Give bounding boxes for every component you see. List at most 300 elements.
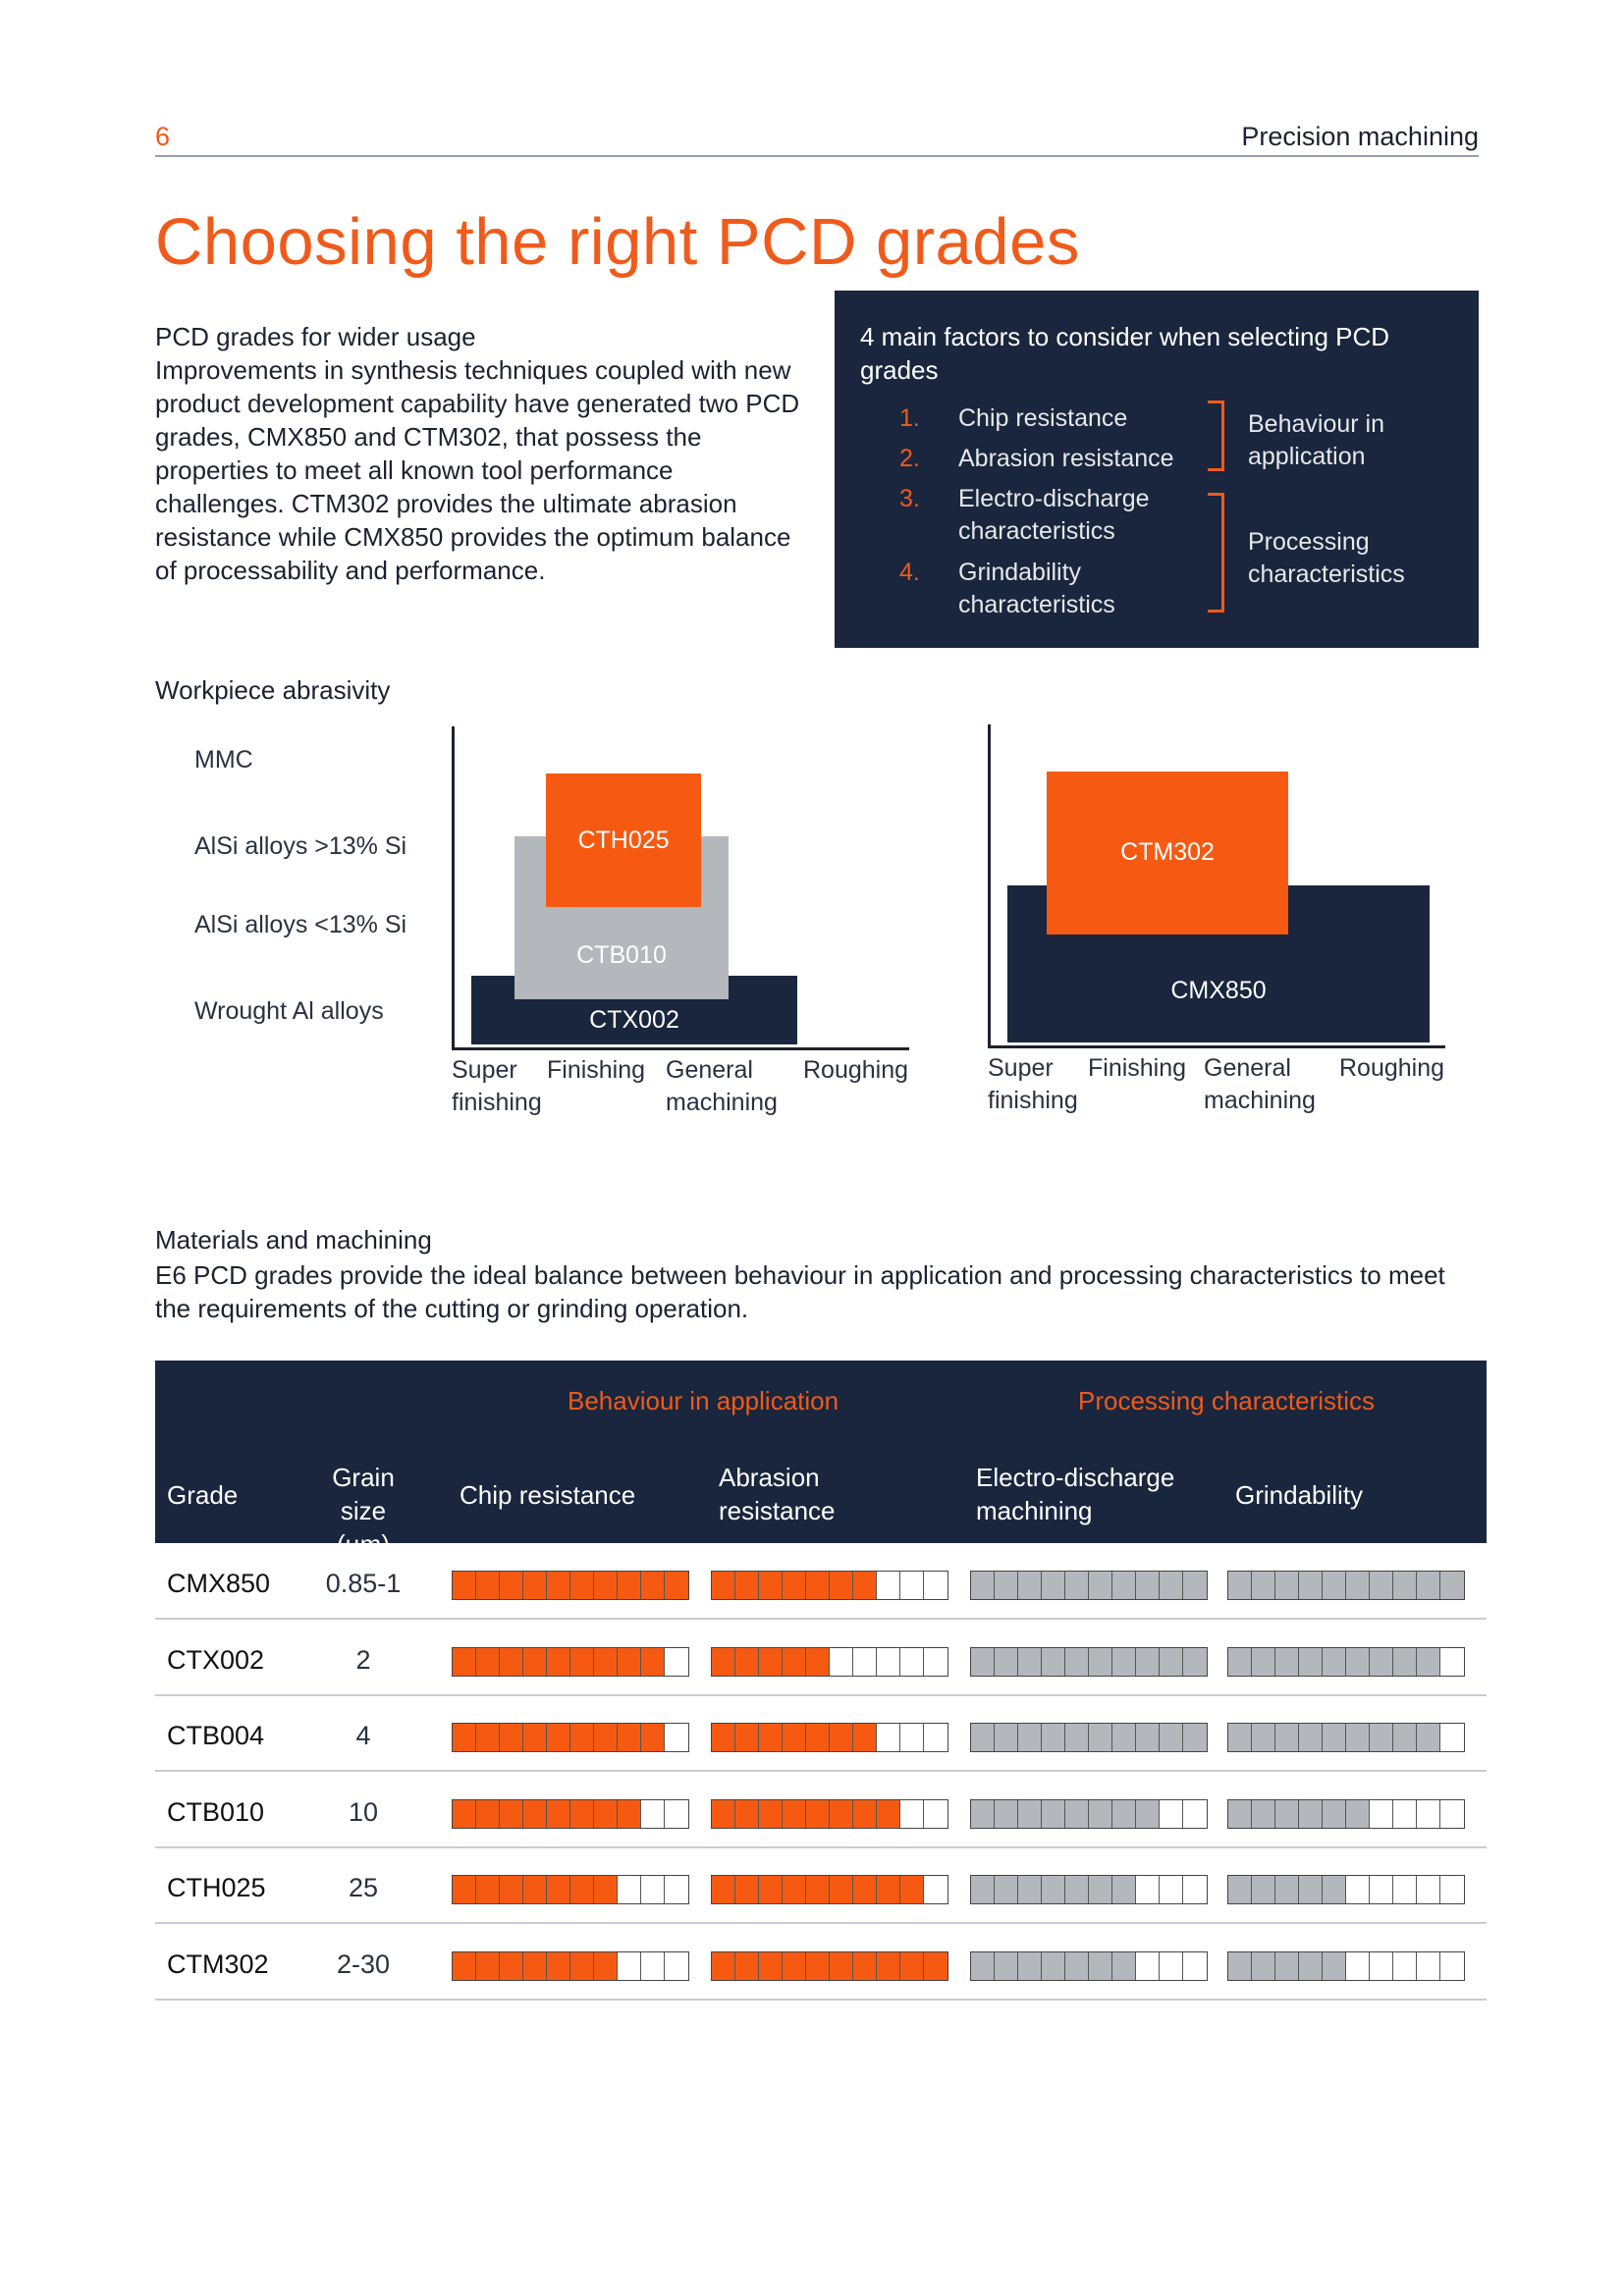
rating-cell: [500, 1724, 523, 1751]
rating-cell: [1370, 1800, 1393, 1828]
rating-cell: [1323, 1800, 1346, 1828]
rating-cell: [665, 1876, 688, 1903]
rating-cell: [1018, 1648, 1042, 1676]
rating-cell: [1228, 1648, 1252, 1676]
rating-cell: [900, 1572, 924, 1599]
rating-cell: [1370, 1876, 1393, 1903]
rating-cell: [1089, 1648, 1112, 1676]
rating-cell: [1370, 1572, 1393, 1599]
col-abrasion: Abrasion resistance: [719, 1463, 836, 1525]
materials-text: E6 PCD grades provide the ideal balance between behaviour in application and processing characteristics to meet the requirements of the cutting or grinding operation.: [155, 1260, 1445, 1323]
rating-cell: [735, 1876, 759, 1903]
rating-cell: [924, 1648, 947, 1676]
intro-heading: PCD grades for wider usage: [155, 322, 476, 351]
grain-size: 10: [348, 1796, 379, 1827]
rating-cell: [971, 1724, 995, 1751]
rating-cell: [971, 1876, 995, 1903]
rating-cell: [1323, 1724, 1346, 1751]
rating-cell: [665, 1952, 688, 1980]
right-x-axis: [988, 1045, 1445, 1048]
rating-cell: [1042, 1952, 1065, 1980]
rating-cell: [547, 1952, 570, 1980]
bracket-behaviour: [1208, 400, 1224, 471]
edm-rating: [970, 1647, 1208, 1677]
rating-cell: [1370, 1724, 1393, 1751]
rating-cell: [1299, 1648, 1323, 1676]
rating-cell: [830, 1724, 853, 1751]
left-x-label: Roughing: [803, 1056, 909, 1084]
col-grindability: Grindability: [1235, 1480, 1364, 1510]
rating-cell: [759, 1876, 783, 1903]
abrasion-rating: [711, 1723, 948, 1752]
grindability-rating: [1227, 1647, 1465, 1677]
rating-cell: [500, 1876, 523, 1903]
rating-cell: [877, 1648, 900, 1676]
left-y-axis: [452, 726, 455, 1050]
rating-cell: [806, 1648, 830, 1676]
rating-cell: [1136, 1952, 1160, 1980]
rating-cell: [759, 1572, 783, 1599]
rating-cell: [1112, 1572, 1136, 1599]
rating-cell: [1183, 1876, 1207, 1903]
abrasion-rating: [711, 1875, 948, 1904]
rating-cell: [1275, 1800, 1299, 1828]
table-header: [155, 1361, 1487, 1559]
bar-label: CTH025: [577, 826, 670, 854]
right-x-label: General machining: [1204, 1054, 1316, 1114]
rating-cell: [1160, 1724, 1183, 1751]
rating-cell: [1160, 1572, 1183, 1599]
group-processing: Processing characteristics: [1248, 528, 1405, 588]
rating-cell: [1346, 1572, 1370, 1599]
rating-cell: [618, 1572, 641, 1599]
grade-name: CTH025: [167, 1873, 266, 1902]
rating-cell: [806, 1724, 830, 1751]
rating-cell: [712, 1800, 735, 1828]
bar-ctm302: [1047, 772, 1288, 934]
rating-cell: [453, 1724, 476, 1751]
rating-cell: [1183, 1572, 1207, 1599]
rating-cell: [853, 1876, 877, 1903]
rating-cell: [1346, 1648, 1370, 1676]
header-rule: [155, 155, 1479, 157]
abrasion-rating: [711, 1647, 948, 1677]
rating-cell: [641, 1572, 665, 1599]
rating-cell: [806, 1952, 830, 1980]
rating-cell: [1299, 1724, 1323, 1751]
rating-cell: [641, 1724, 665, 1751]
grade-name: CTB010: [167, 1796, 265, 1827]
rating-cell: [618, 1648, 641, 1676]
rating-cell: [877, 1572, 900, 1599]
rating-cell: [523, 1724, 547, 1751]
rating-cell: [1417, 1724, 1440, 1751]
factors-box: [835, 291, 1479, 648]
group-header-behaviour: Behaviour in application: [568, 1386, 839, 1415]
grindability-rating: [1227, 1723, 1465, 1752]
rating-cell: [1042, 1648, 1065, 1676]
category-wrought: Wrought Al alloys: [194, 997, 384, 1025]
rating-cell: [500, 1572, 523, 1599]
rating-cell: [783, 1724, 806, 1751]
rating-cell: [735, 1572, 759, 1599]
table-row: [155, 1695, 1487, 1772]
rating-cell: [547, 1800, 570, 1828]
page-title: Choosing the right PCD grades: [155, 205, 1080, 279]
grain-size: 2-30: [336, 1949, 391, 1979]
abrasion-rating: [711, 1951, 948, 1981]
rating-cell: [830, 1952, 853, 1980]
factor-item: [899, 557, 1184, 621]
rating-cell: [1275, 1648, 1299, 1676]
rating-cell: [806, 1572, 830, 1599]
rating-cell: [1299, 1572, 1323, 1599]
rating-cell: [594, 1648, 618, 1676]
rating-cell: [1393, 1876, 1417, 1903]
rating-cell: [759, 1724, 783, 1751]
rating-cell: [924, 1572, 947, 1599]
rating-cell: [1417, 1952, 1440, 1980]
rating-cell: [523, 1876, 547, 1903]
rating-cell: [1065, 1800, 1089, 1828]
rating-cell: [1089, 1724, 1112, 1751]
rating-cell: [1042, 1724, 1065, 1751]
rating-cell: [1323, 1572, 1346, 1599]
rating-cell: [877, 1952, 900, 1980]
rating-cell: [523, 1800, 547, 1828]
rating-cell: [1183, 1952, 1207, 1980]
rating-cell: [1228, 1952, 1252, 1980]
rating-cell: [618, 1876, 641, 1903]
rating-cell: [1417, 1800, 1440, 1828]
rating-cell: [1299, 1876, 1323, 1903]
intro-block: [155, 320, 803, 587]
grain-size: 25: [348, 1873, 379, 1902]
rating-cell: [1228, 1800, 1252, 1828]
rating-cell: [1440, 1952, 1464, 1980]
rating-cell: [1323, 1876, 1346, 1903]
table-row: [155, 1620, 1487, 1696]
rating-cell: [995, 1648, 1018, 1676]
rating-cell: [1393, 1648, 1417, 1676]
rating-cell: [500, 1952, 523, 1980]
rating-cell: [924, 1724, 947, 1751]
factors-heading: 4 main factors to consider when selecting PCD grades: [860, 322, 1390, 385]
rating-cell: [1112, 1800, 1136, 1828]
rating-cell: [877, 1724, 900, 1751]
rating-cell: [853, 1724, 877, 1751]
right-x-label: Roughing: [1339, 1054, 1445, 1082]
rating-cell: [900, 1800, 924, 1828]
rating-cell: [641, 1876, 665, 1903]
bar-label: CTB010: [576, 941, 667, 969]
rating-cell: [594, 1572, 618, 1599]
rating-cell: [1065, 1876, 1089, 1903]
rating-cell: [759, 1648, 783, 1676]
right-x-label: Super finishing: [988, 1054, 1078, 1114]
rating-cell: [1089, 1800, 1112, 1828]
grindability-rating: [1227, 1571, 1465, 1600]
rating-cell: [853, 1952, 877, 1980]
factor-item: [899, 483, 1184, 548]
rating-cell: [830, 1648, 853, 1676]
rating-cell: [1042, 1800, 1065, 1828]
rating-cell: [618, 1724, 641, 1751]
rating-cell: [971, 1648, 995, 1676]
section-title: Precision machining: [1241, 122, 1479, 151]
rating-cell: [665, 1572, 688, 1599]
rating-cell: [735, 1800, 759, 1828]
rating-cell: [570, 1800, 594, 1828]
grain-size: 4: [355, 1721, 371, 1750]
abrasion-rating: [711, 1571, 948, 1600]
edm-rating: [970, 1951, 1208, 1981]
rating-cell: [900, 1724, 924, 1751]
rating-cell: [1346, 1800, 1370, 1828]
rating-cell: [1370, 1952, 1393, 1980]
rating-cell: [1252, 1876, 1275, 1903]
rating-cell: [1018, 1724, 1042, 1751]
rating-cell: [1136, 1648, 1160, 1676]
rating-cell: [1440, 1876, 1464, 1903]
grindability-rating: [1227, 1875, 1465, 1904]
rating-cell: [1346, 1952, 1370, 1980]
table-row: [155, 1924, 1487, 2001]
rating-cell: [1275, 1724, 1299, 1751]
rating-cell: [971, 1572, 995, 1599]
rating-cell: [1112, 1724, 1136, 1751]
rating-cell: [1252, 1572, 1275, 1599]
rating-cell: [712, 1952, 735, 1980]
materials-title: Materials and machining: [155, 1225, 432, 1255]
workpiece-title: Workpiece abrasivity: [155, 675, 391, 705]
rating-cell: [1065, 1724, 1089, 1751]
rating-cell: [1323, 1952, 1346, 1980]
rating-cell: [995, 1724, 1018, 1751]
rating-cell: [1065, 1572, 1089, 1599]
rating-cell: [1136, 1876, 1160, 1903]
rating-cell: [641, 1952, 665, 1980]
rating-cell: [594, 1876, 618, 1903]
rating-cell: [1299, 1800, 1323, 1828]
rating-cell: [547, 1572, 570, 1599]
rating-cell: [1393, 1572, 1417, 1599]
grade-name: CTB004: [167, 1721, 265, 1750]
col-edm: Electro-discharge machining: [976, 1463, 1175, 1525]
bar-label: CTX002: [589, 1006, 679, 1034]
rating-cell: [1440, 1724, 1464, 1751]
rating-cell: [1275, 1876, 1299, 1903]
category-mmc: MMC: [194, 746, 253, 774]
rating-cell: [783, 1952, 806, 1980]
group-behaviour: Behaviour in application: [1248, 410, 1384, 470]
rating-cell: [900, 1876, 924, 1903]
rating-cell: [1252, 1648, 1275, 1676]
table-row: [155, 1847, 1487, 1924]
rating-cell: [995, 1952, 1018, 1980]
rating-cell: [995, 1572, 1018, 1599]
bar-label: CTM302: [1120, 838, 1215, 866]
rating-cell: [1417, 1572, 1440, 1599]
rating-cell: [783, 1876, 806, 1903]
group-header-processing: Processing characteristics: [1078, 1386, 1375, 1415]
chip-rating: [452, 1799, 689, 1829]
rating-cell: [1417, 1876, 1440, 1903]
rating-cell: [476, 1800, 500, 1828]
rating-cell: [1112, 1876, 1136, 1903]
rating-cell: [1252, 1724, 1275, 1751]
rating-cell: [1346, 1724, 1370, 1751]
rating-cell: [570, 1876, 594, 1903]
rating-cell: [735, 1648, 759, 1676]
factor-number: 2.: [899, 445, 920, 472]
rating-cell: [783, 1648, 806, 1676]
rating-cell: [1183, 1724, 1207, 1751]
rating-cell: [1112, 1952, 1136, 1980]
rating-cell: [1417, 1648, 1440, 1676]
page-number: 6: [155, 122, 171, 151]
rating-cell: [665, 1648, 688, 1676]
rating-cell: [877, 1800, 900, 1828]
grade-name: CTM302: [167, 1949, 269, 1979]
rating-cell: [1346, 1876, 1370, 1903]
chip-rating: [452, 1723, 689, 1752]
grindability-rating: [1227, 1951, 1465, 1981]
grade-name: CMX850: [167, 1569, 271, 1598]
rating-cell: [594, 1724, 618, 1751]
rating-cell: [853, 1800, 877, 1828]
chip-rating: [452, 1951, 689, 1981]
rating-cell: [1018, 1572, 1042, 1599]
rating-cell: [735, 1724, 759, 1751]
col-chip: Chip resistance: [460, 1480, 636, 1510]
edm-rating: [970, 1571, 1208, 1600]
rating-cell: [476, 1876, 500, 1903]
rating-cell: [570, 1648, 594, 1676]
rating-cell: [1160, 1800, 1183, 1828]
rating-cell: [971, 1952, 995, 1980]
rating-cell: [1160, 1876, 1183, 1903]
category-alsi-low: AlSi alloys <13% Si: [194, 911, 407, 938]
right-x-label: Finishing: [1088, 1054, 1187, 1082]
rating-cell: [1160, 1648, 1183, 1676]
chip-rating: [452, 1647, 689, 1677]
rating-cell: [830, 1800, 853, 1828]
rating-cell: [783, 1800, 806, 1828]
grain-size: 0.85-1: [325, 1569, 402, 1598]
rating-cell: [830, 1572, 853, 1599]
rating-cell: [1112, 1648, 1136, 1676]
rating-cell: [1228, 1572, 1252, 1599]
rating-cell: [900, 1648, 924, 1676]
bar-cth025: [546, 774, 701, 907]
rating-cell: [1065, 1648, 1089, 1676]
rating-cell: [1183, 1800, 1207, 1828]
col-grade: Grade: [167, 1480, 239, 1510]
rating-cell: [1160, 1952, 1183, 1980]
rating-cell: [1089, 1876, 1112, 1903]
rating-cell: [594, 1800, 618, 1828]
factor-label: Grindability characteristics: [958, 559, 1115, 618]
rating-cell: [641, 1648, 665, 1676]
rating-cell: [759, 1952, 783, 1980]
rating-cell: [547, 1724, 570, 1751]
left-x-label: General machining: [666, 1056, 778, 1116]
rating-cell: [1089, 1572, 1112, 1599]
rating-cell: [1393, 1952, 1417, 1980]
factor-label: Abrasion resistance: [958, 445, 1174, 472]
rating-cell: [735, 1952, 759, 1980]
rating-cell: [712, 1572, 735, 1599]
edm-rating: [970, 1723, 1208, 1752]
rating-cell: [665, 1724, 688, 1751]
rating-cell: [1370, 1648, 1393, 1676]
factor-number: 3.: [899, 485, 920, 512]
rating-cell: [853, 1648, 877, 1676]
rating-cell: [971, 1800, 995, 1828]
rating-cell: [570, 1724, 594, 1751]
rating-cell: [712, 1724, 735, 1751]
rating-cell: [1323, 1648, 1346, 1676]
rating-cell: [594, 1952, 618, 1980]
rating-cell: [1252, 1800, 1275, 1828]
rating-cell: [1393, 1724, 1417, 1751]
rating-cell: [759, 1800, 783, 1828]
rating-cell: [1136, 1800, 1160, 1828]
rating-cell: [618, 1800, 641, 1828]
edm-rating: [970, 1875, 1208, 1904]
rating-cell: [1440, 1648, 1464, 1676]
bar-label: CMX850: [1170, 977, 1267, 1004]
rating-cell: [1042, 1876, 1065, 1903]
rating-cell: [1299, 1952, 1323, 1980]
rating-cell: [712, 1648, 735, 1676]
rating-cell: [1042, 1572, 1065, 1599]
rating-cell: [547, 1648, 570, 1676]
rating-cell: [1183, 1648, 1207, 1676]
rating-cell: [1440, 1800, 1464, 1828]
rating-cell: [500, 1800, 523, 1828]
rating-cell: [523, 1648, 547, 1676]
rating-cell: [453, 1648, 476, 1676]
rating-cell: [476, 1648, 500, 1676]
grindability-rating: [1227, 1799, 1465, 1829]
rating-cell: [618, 1952, 641, 1980]
category-alsi-high: AlSi alloys >13% Si: [194, 832, 407, 860]
rating-cell: [1018, 1952, 1042, 1980]
rating-cell: [806, 1800, 830, 1828]
rating-cell: [924, 1800, 947, 1828]
rating-cell: [1136, 1724, 1160, 1751]
factor-item: [899, 402, 1184, 435]
rating-cell: [712, 1876, 735, 1903]
rating-cell: [1089, 1952, 1112, 1980]
table-row: [155, 1543, 1487, 1620]
rating-cell: [453, 1800, 476, 1828]
rating-cell: [1275, 1952, 1299, 1980]
rating-cell: [806, 1876, 830, 1903]
rating-cell: [570, 1572, 594, 1599]
rating-cell: [523, 1572, 547, 1599]
left-x-axis: [452, 1047, 909, 1050]
abrasion-rating: [711, 1799, 948, 1829]
table-row: [155, 1772, 1487, 1848]
rating-cell: [641, 1800, 665, 1828]
rating-cell: [1228, 1876, 1252, 1903]
chip-rating: [452, 1875, 689, 1904]
rating-cell: [453, 1952, 476, 1980]
rating-cell: [1440, 1572, 1464, 1599]
